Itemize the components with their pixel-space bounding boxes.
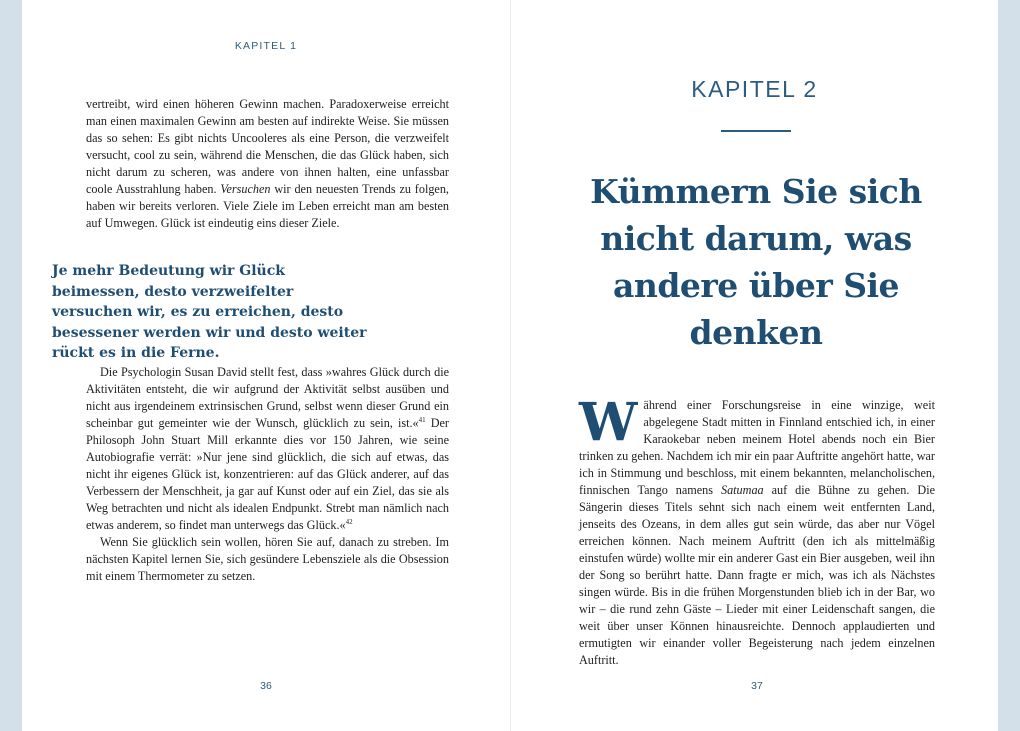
chapter-label: KAPITEL 2 — [691, 76, 818, 102]
left-page — [22, 0, 510, 731]
footnote-marker: 41 — [418, 415, 426, 424]
right-page — [511, 0, 998, 731]
body-text-top — [86, 96, 449, 232]
body-text-chapter-2 — [579, 392, 935, 669]
paragraph-final: Wenn Sie glücklich sein wollen, hören Sie auf, danach zu streben. Im nächsten Kapitel lernen Sie, sich gesündere Lebensziele als die Obsession mit einem Thermometer zu setzen. — [86, 535, 449, 583]
running-head-left: KAPITEL 1 — [234, 40, 298, 52]
paragraph-opening: Während einer Forschungsreise in eine winzige, weit abgelegene Stadt mitten in Finnland entschied ich, in einer Karaokebar neben meinem Hotel abends noch ein Bier trinken zu gehen. Nachdem ich mir ein paar Auftritte angehört hatte, war ich in Stimmung und beschloss, mit einem bekannten, melancholischen, finnischen Tango namens Satumaa auf die Bühne zu gehen. Die Sängerin dieses Titels sehnt sich nach einem weit entfernten Land, jenseits des Ozeans, in dem alles gut sein würde, das aber nur Vögel erreichen können. Nach meinem Auftritt (den ich als mittelmäßig einstufen würde) wollte mir ein anderer Gast ein Bier ausgeben, weil ihn der Song so berührt hatte. Dann fragte er mich, was ich als Nächstes singen würde. Bis in die frühen Morgenstunden blieb ich in der Bar, wo wir – die rund zehn Gäste – Lieder mit einer Leidenschaft sangen, die weit über unser Können hinausreichte. Dennoch applaudierten und ermutigten wir einander voller Begeisterung nach jedem einzelnen Auftritt. — [579, 392, 935, 667]
page-number-left: 36 — [260, 680, 272, 692]
body-text-lower — [86, 364, 449, 585]
page-number-right: 37 — [751, 680, 763, 692]
chapter-title: Kümmern Sie sich nicht darum, was andere über Sie denken — [590, 172, 922, 352]
paragraph-susan-david: Die Psychologin Susan David stellt fest, dass »wahres Glück durch die Aktivitäten entsteht, die wir aufgrund der Aktivität selbst ausüben und nicht aus irgendeinem extrinsischen Grund, selbst wenn dieser Grund ein scheinbar gut gemeinter wie der Wunsch, glücklich zu sein, ist.«$^{41}$ Der Philosoph John Stuart Mill erkannte dies vor 150 Jahren, wie seine Autobiografie verrät: »Nur jene sind glücklich, die sich auf etwas, das nicht ihr eigenes Glück ist, konzentrieren: auf das Glück anderer, auf das Verbessern der Menschheit, ja gar auf Kunst oder auf ein Ziel, das sie als Weg betrachten und nicht als idealen Endpunkt. Strebt man nämlich nach etwas anderem, so findet man unterwegs das Glück.«$^{42}$ — [86, 365, 449, 532]
drop-cap: W — [579, 392, 638, 453]
chapter-divider — [721, 130, 791, 132]
paragraph-top: vertreibt, wird einen höheren Gewinn machen. Paradoxerweise erreicht man einen maximalen Gewinn am besten auf indirekte Weise. Sie müssen das so sehen: Es gibt nichts Uncooleres als eine Person, die verzweifelt versucht, cool zu sein, während die Menschen, die das Glück haben, sich nicht darum zu scheren, was andere von ihnen halten, eine unfassbar coole Ausstrahlung haben. Versuchen wir den neuesten Trends zu folgen, haben wir bereits verloren. Viele Ziele im Leben erreicht man am besten auf Umwegen. Glück ist eindeutig eins dieser Ziele. — [86, 97, 449, 230]
pull-quote: Je mehr Bedeutung wir Glück beimessen, desto verzweifelter versuchen wir, es zu erreichen, desto besessener werden wir und desto weiter rückt es in die Ferne. — [52, 263, 367, 362]
footnote-marker: 42 — [345, 517, 353, 526]
